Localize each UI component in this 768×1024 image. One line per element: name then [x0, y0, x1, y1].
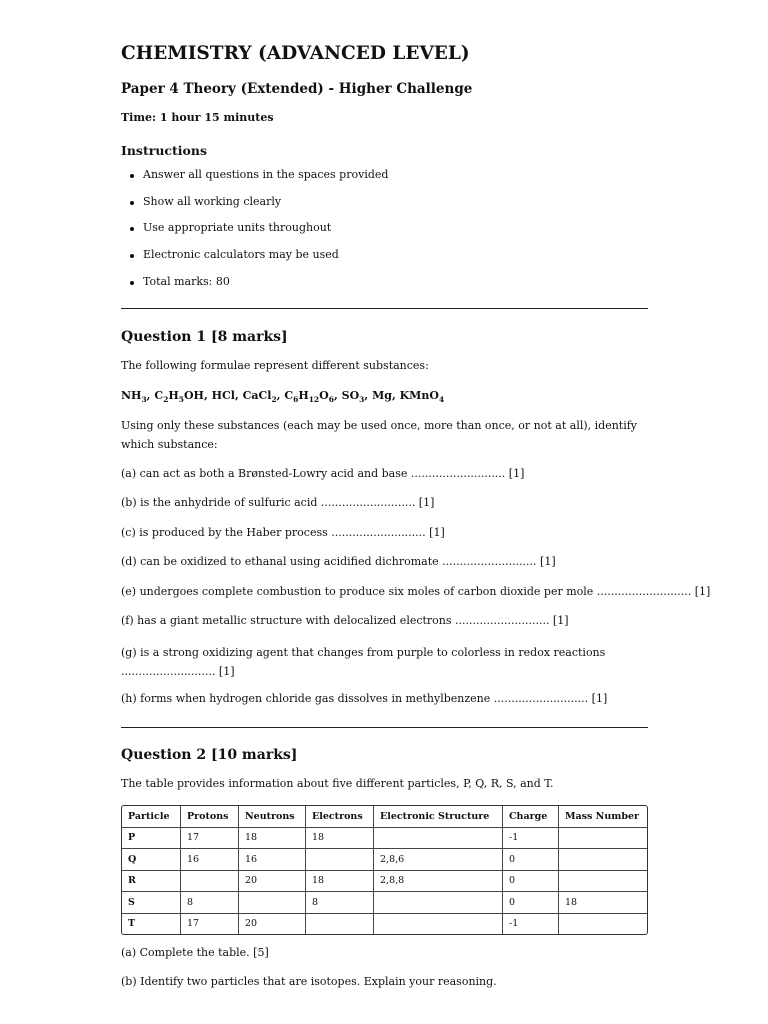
formula-kmno4: KMnO$_4$	[399, 389, 445, 405]
table-cell: 8	[306, 892, 374, 914]
table-row	[122, 849, 647, 871]
column-header: Mass Number	[559, 806, 647, 828]
table-cell: 16	[181, 849, 239, 871]
table-cell: 18	[306, 828, 374, 850]
column-header: Electronic Structure	[374, 806, 503, 828]
formula-hcl: HCl	[211, 389, 235, 402]
table-cell: 0	[503, 892, 559, 914]
column-header: Electrons	[306, 806, 374, 828]
time-allowed: Time: 1 hour 15 minutes	[121, 111, 274, 124]
question-part: (b) Identify two particles that are isotopes. Explain your reasoning.	[121, 975, 497, 988]
instruction-item: Electronic calculators may be used	[121, 248, 388, 275]
table-cell	[374, 828, 503, 850]
table-cell: 17	[181, 914, 239, 935]
table-cell: 2,8,8	[374, 871, 503, 893]
table-cell: 16	[239, 849, 306, 871]
table-cell	[374, 892, 503, 914]
table-cell: -1	[503, 914, 559, 935]
table-cell: 2,8,6	[374, 849, 503, 871]
table-row	[122, 871, 647, 893]
table-cell: S	[122, 892, 181, 914]
table-cell	[239, 892, 306, 914]
formula-cacl2: CaCl$_2$	[242, 389, 277, 405]
table-cell: P	[122, 828, 181, 850]
table-cell	[559, 914, 647, 935]
question-part: (b) is the anhydride of sulfuric acid ........................... [1]	[121, 496, 435, 509]
column-header: Charge	[503, 806, 559, 828]
table-cell: 17	[181, 828, 239, 850]
question-part: (a) can act as both a Brønsted-Lowry acid and base ........................... [1]	[121, 467, 525, 480]
table-row	[122, 914, 647, 935]
instruction-item: Total marks: 80	[121, 275, 388, 302]
table-header-row	[122, 806, 647, 828]
table-cell: 20	[239, 871, 306, 893]
table-cell: 18	[306, 871, 374, 893]
question-part: (c) is produced by the Haber process ........................... [1]	[121, 526, 445, 539]
table-cell	[306, 914, 374, 935]
formula-so3: $SO_3$	[341, 389, 365, 405]
paper-subtitle: Paper 4 Theory (Extended) - Higher Challenge	[121, 81, 473, 97]
column-header: Neutrons	[239, 806, 306, 828]
section-divider	[121, 727, 648, 728]
table-cell: 0	[503, 849, 559, 871]
instructions-list	[121, 168, 388, 301]
question-part: (d) can be oxidized to ethanal using acidified dichromate ........................... [1]	[121, 555, 556, 568]
table-cell	[374, 914, 503, 935]
question-part: (h) forms when hydrogen chloride gas dissolves in methylbenzene ........................... [1]	[121, 692, 608, 705]
table-cell	[306, 849, 374, 871]
question-1-intro: The following formulae represent different substances:	[121, 359, 429, 372]
question-part: (f) has a giant metallic structure with delocalized electrons ........................... [1]	[121, 614, 569, 627]
table-cell: R	[122, 871, 181, 893]
question-part: (g) is a strong oxidizing agent that changes from purple to colorless in redox reactions ........................... [1]	[121, 646, 606, 678]
table-cell: -1	[503, 828, 559, 850]
formula-glucose: $C_6H_{12}O_6$	[284, 389, 334, 405]
table-cell: T	[122, 914, 181, 935]
instruction-item: Use appropriate units throughout	[121, 221, 388, 248]
substance-formulae: $NH_3$, $C_2H_5OH$, HCl, CaCl$_2$, $C_6H_{12}O_6$, $SO_3$, Mg, KMnO$_4$	[121, 389, 445, 405]
table-cell: 8	[181, 892, 239, 914]
table-cell: Q	[122, 849, 181, 871]
formula-nh3: $NH_3$	[121, 389, 147, 405]
table-cell: 0	[503, 871, 559, 893]
formula-mg: Mg	[372, 389, 392, 402]
table-cell: 18	[559, 892, 647, 914]
question-part: (a) Complete the table. [5]	[121, 946, 269, 959]
table-row	[122, 892, 647, 914]
question-1-instruction: Using only these substances (each may be used once, more than once, or not at all), identify which substance:	[121, 419, 638, 451]
table-cell: 20	[239, 914, 306, 935]
question-1-heading: Question 1 [8 marks]	[121, 329, 288, 345]
instructions-heading: Instructions	[121, 143, 208, 158]
particle-table	[121, 805, 648, 935]
instruction-item: Show all working clearly	[121, 195, 388, 222]
column-header: Particle	[122, 806, 181, 828]
formula-ethanol: $C_2H_5OH$	[154, 389, 204, 405]
table-cell	[181, 871, 239, 893]
column-header: Protons	[181, 806, 239, 828]
exam-title: CHEMISTRY (ADVANCED LEVEL)	[121, 43, 470, 64]
instruction-item: Answer all questions in the spaces provided	[121, 168, 388, 195]
question-part: (e) undergoes complete combustion to produce six moles of carbon dioxide per mole ........................... [1]	[121, 585, 711, 598]
question-2-intro: The table provides information about five different particles, P, Q, R, S, and T.	[121, 777, 554, 790]
table-cell: 18	[239, 828, 306, 850]
section-divider	[121, 308, 648, 309]
table-cell	[559, 871, 647, 893]
table-cell	[559, 828, 647, 850]
table-row	[122, 828, 647, 850]
table-cell	[559, 849, 647, 871]
question-2-heading: Question 2 [10 marks]	[121, 747, 298, 763]
